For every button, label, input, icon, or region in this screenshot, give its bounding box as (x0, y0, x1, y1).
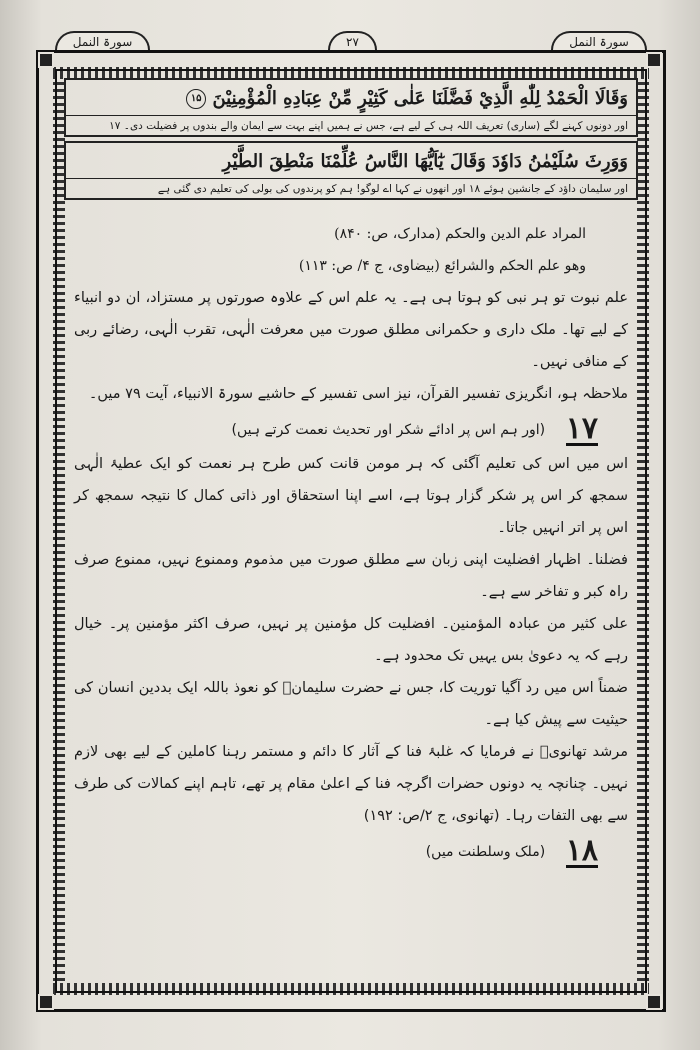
verse-box-1 (64, 78, 638, 137)
commentary-paragraph: علی کثیر من عبادہ المؤمنین۔ افضلیت کل مؤمنین پر نہیں، صرف اکثر مؤمنین پر۔ خیال رہے کہ یہ دعویٰ بس یہیں تک محدود ہے۔ (74, 616, 628, 664)
corner-ornament (38, 52, 54, 68)
verse-arabic-1 (66, 80, 636, 116)
verse-translation-1: اور دونوں کہنے لگے (ساری) تعریف اللہ ہی کے لیے ہے، جس نے ہمیں اپنے بہت سے ایمان والے بندوں پر فضیلت دی۔ ۱۷ (109, 120, 628, 132)
commentary-paragraph: ضمناً اس میں رد آگیا توریت کا، جس نے حضرت سلیمانؑ کو نعوذ باللہ ایک بددین انسان کی حیثیت سے پیش کیا ہے۔ (74, 680, 628, 728)
surah-name-left: سورۃ النمل (55, 31, 151, 50)
commentary-paragraph: اس میں اس کی تعلیم آگئی کہ ہر مومن قانت کس طرح ہر نعمت کو ایک عطیۂ الٰہی سمجھ کر اس پر شکر گزار ہوتا ہے، اسے اپنا استحقاق اور ذاتی کمال کا نتیجہ سمجھ کر اس پر اتر انہیں جاتا۔ (74, 456, 628, 536)
note-caption: (اور ہم اس پر ادائے شکر اور تحدیث نعمت کرتے ہیں) (231, 422, 546, 438)
verse-translation-2: اور سلیمان داؤد کے جانشین ہوئے ۱۸ اور انھوں نے کہا اے لوگو! ہم کو پرندوں کی بولی کی تعلیم دی گئی ہے (157, 183, 628, 195)
page-content (64, 78, 638, 984)
page-number: ۲۷ (328, 31, 377, 50)
header-tab-mid (300, 14, 405, 50)
verse-arabic-2: وَوَرِثَ سُلَيْمٰنُ دَاوٗدَ وَقَالَ يٰٓاَيُّهَا النَّاسُ عُلِّمْنَا مَنْطِقَ الطَّيْرِ (66, 143, 636, 179)
note-number: ۱۷ (565, 410, 598, 446)
header-tab-right (540, 14, 658, 50)
verse-text: وَقَالَا الْحَمْدُ لِلّٰهِ الَّذِيْ فَضَّلَنَا عَلٰى كَثِيْرٍ مِّنْ عِبَادِهِ الْمُؤْمِنِيْنَ (212, 88, 628, 109)
note-heading-18 (74, 832, 628, 868)
commentary-paragraph: ملاحظہ ہو، انگریزی تفسیر القرآن، نیز اسی تفسیر کے حاشیے سورۃ الانبیاء، آیت ۷۹ میں۔ (88, 386, 628, 402)
header-tab-left (50, 14, 155, 50)
verse-box-2 (64, 141, 638, 200)
commentary-paragraph: فضلنا۔ اظہار افضلیت اپنی زبان سے مطلق صورت میں مذموم وممنوع نہیں، ممنوع صرف راہ کبر و تفاخر سے ہے۔ (74, 552, 628, 600)
commentary-paragraph: علم نبوت تو ہر نبی کو ہوتا ہی ہے۔ یہ علم اس کے علاوہ صورتوں پر مستزاد، ان دو انبیاء کے لیے تھا۔ ملک داری و حکمرانی مطلق صورت میں معرفت الٰہی، تقرب الٰہی، رضائے ربی کے منافی نہیں۔ (74, 290, 628, 370)
commentary (64, 204, 638, 868)
note-caption: (ملک وسلطنت میں) (425, 844, 546, 860)
note-heading-17 (74, 410, 628, 446)
reference-baidawi: وھو علم الحکم والشرائع (بیضاوی، ج ۴/ ص: ۱۱۳) (298, 258, 586, 274)
note-number: ۱۸ (565, 832, 598, 868)
surah-name-right: سورۃ النمل (551, 31, 647, 50)
corner-ornament (646, 994, 662, 1010)
ayah-number-marker: ۱۵ (186, 89, 206, 109)
corner-ornament (38, 994, 54, 1010)
reference-madarik: المراد علم الدین والحکم (مدارک، ص: ۸۴۰) (334, 226, 586, 242)
corner-ornament (646, 52, 662, 68)
commentary-paragraph: مرشد تھانویؒ نے فرمایا کہ غلبۂ فنا کے آثار کا دائم و مستمر رہنا کاملین کے لیے بھی لازم نہیں۔ چنانچہ یہ دونوں حضرات اگرچہ فنا کے اعلیٰ مقام پر تھے، تاہم اپنے کمالات کی طرف سے بھی التفات رہا۔ (تھانوی، ج ۲/ص: ۱۹۲) (74, 744, 628, 824)
